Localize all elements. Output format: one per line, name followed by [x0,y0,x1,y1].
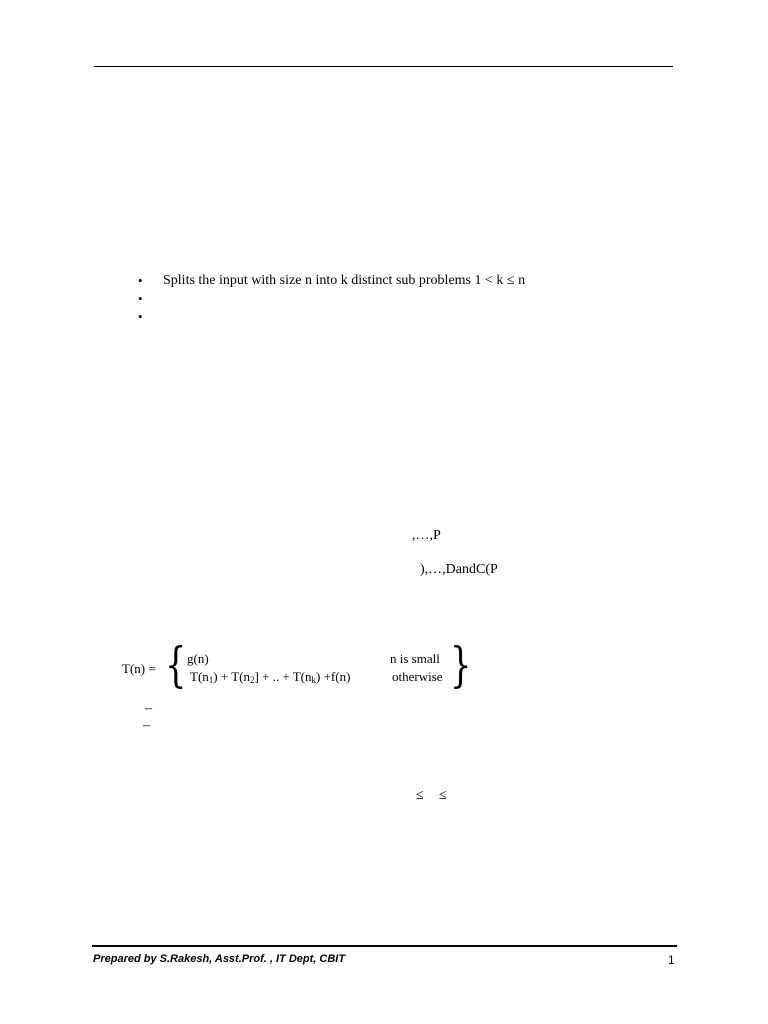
case1-expression: g(n) [187,651,209,666]
bullet-icon: • [138,291,143,306]
list-item [138,308,525,326]
leq-symbol: ≤ [416,788,424,803]
list-item [138,272,525,290]
bullet-list [138,272,525,326]
header-rule [94,66,673,67]
bullet-icon: • [138,309,143,324]
p-range-fragment: ,…,P [412,528,441,543]
case2-condition: otherwise [392,669,443,684]
dash-mark: – [145,701,152,716]
footer-author: Prepared by S.Rakesh, Asst.Prof. , IT Dept, CBIT [93,953,346,965]
recurrence-equation [122,637,482,695]
bullet-text: Splits the input with size n into k distinct sub problems 1 < k ≤ n [163,273,526,288]
list-item [138,290,525,308]
page-number: 1 [668,953,675,967]
right-brace-icon: } [450,637,472,693]
bullet-icon: • [138,273,143,288]
dash-mark: – [143,718,150,733]
dandc-call-fragment: ),…,DandC(P [420,562,498,577]
case2-expression: $T(n_1) + T(n_2]$ + .. + $T(n_k) +f(n)$ [190,669,351,685]
recurrence-lhs: T(n) = [122,661,156,676]
case1-condition: n is small [390,651,440,666]
leq-symbol: ≤ [439,788,447,803]
left-brace-icon: { [165,637,187,693]
footer-rule [92,945,677,947]
